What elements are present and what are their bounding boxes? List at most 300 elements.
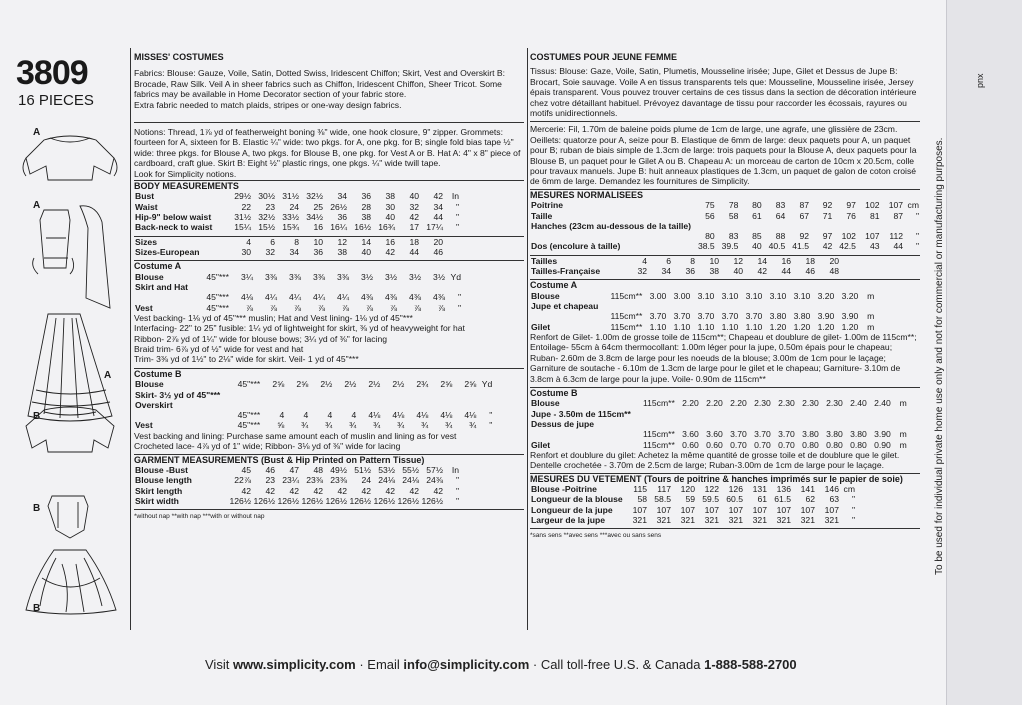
cell-value: 92 bbox=[799, 231, 810, 242]
cell-value: 51½ bbox=[354, 464, 371, 475]
cell-value bbox=[857, 221, 881, 231]
cell-value bbox=[833, 221, 857, 231]
cell-value: 42 bbox=[385, 485, 395, 496]
cell-value: 3.10 bbox=[769, 290, 787, 301]
row-label: Blouse bbox=[531, 398, 560, 409]
cell-value: 146 bbox=[824, 484, 839, 495]
fabric-width bbox=[632, 409, 676, 419]
cell-value: 126½ bbox=[301, 495, 323, 506]
cell-value: 88 bbox=[775, 231, 786, 242]
cell-value: 3.70 bbox=[778, 429, 795, 440]
cell-value: 32 bbox=[637, 266, 647, 277]
cell-value: 16¾ bbox=[378, 222, 395, 233]
cell-value: 23⅜ bbox=[330, 475, 347, 486]
fabric-width: 115cm** bbox=[610, 321, 643, 332]
view-label-a1: A bbox=[33, 127, 41, 138]
row-label: Blouse -Bust bbox=[135, 464, 188, 475]
cell-value bbox=[700, 419, 724, 429]
cell-value: 126½ bbox=[325, 495, 347, 506]
cell-value: 67 bbox=[799, 210, 810, 221]
table-row bbox=[530, 419, 908, 429]
sizes-table bbox=[134, 237, 444, 258]
cell-value: 2⅝ bbox=[440, 379, 453, 390]
cell-value: 34 bbox=[337, 191, 347, 202]
cell-value: 40 bbox=[752, 241, 762, 252]
row-label bbox=[530, 429, 632, 439]
unit: " bbox=[851, 504, 855, 515]
cell-value: 1.10 bbox=[745, 321, 763, 332]
unit: Yd bbox=[481, 379, 493, 390]
unit: " bbox=[455, 475, 459, 486]
row-label: Gilet bbox=[531, 439, 551, 450]
cell-value: ⅞ bbox=[413, 302, 421, 313]
cell-value: 112 bbox=[889, 231, 904, 242]
cell-value: 136 bbox=[776, 484, 791, 495]
cell-value: ⅞ bbox=[317, 302, 325, 313]
row-label: Dos (encolure à taille) bbox=[531, 241, 621, 252]
cell-value: 12 bbox=[733, 255, 743, 266]
cell-value: 32½ bbox=[306, 191, 323, 202]
table-row bbox=[530, 398, 908, 408]
english-column bbox=[134, 52, 524, 523]
unit bbox=[477, 390, 493, 400]
cell-value: 0.60 bbox=[682, 439, 699, 450]
table-row bbox=[530, 231, 920, 241]
table-row bbox=[530, 311, 875, 321]
cell-value: 42 bbox=[822, 241, 833, 252]
cell-value: 3⅜ bbox=[289, 271, 301, 282]
cell-value: 18 bbox=[409, 236, 419, 247]
cell-value: 30 bbox=[385, 201, 395, 212]
cell-value bbox=[285, 390, 309, 400]
cell-value: ⅞ bbox=[365, 302, 373, 313]
cell-value: 2.40 bbox=[850, 398, 867, 409]
cell-value: 10 bbox=[313, 236, 323, 247]
cell-value bbox=[739, 221, 762, 231]
cell-value: 44 bbox=[781, 266, 791, 277]
cell-value: ⅝ bbox=[277, 420, 285, 431]
cell-value: 22⅞ bbox=[234, 475, 251, 486]
cell-value: 32 bbox=[265, 246, 275, 257]
cell-value: 40 bbox=[733, 266, 743, 277]
unit bbox=[892, 409, 908, 419]
garment-line-drawings bbox=[14, 118, 126, 618]
unit: " bbox=[851, 494, 855, 505]
cell-value bbox=[333, 390, 357, 400]
unit: m bbox=[867, 311, 875, 322]
cell-value: 102 bbox=[865, 200, 880, 211]
row-label: Taille bbox=[531, 210, 553, 221]
row-label: Tailles-Française bbox=[531, 266, 601, 277]
cell-value: 3.60 bbox=[682, 429, 699, 440]
unit: " bbox=[489, 410, 493, 421]
cell-value: 80 bbox=[705, 231, 715, 242]
table-row bbox=[530, 494, 856, 504]
table-row bbox=[134, 282, 462, 292]
table-row bbox=[134, 191, 460, 201]
cell-value: 2.40 bbox=[874, 398, 891, 409]
unit bbox=[859, 301, 875, 311]
cell-value bbox=[724, 419, 748, 429]
cell-value: 42 bbox=[289, 485, 299, 496]
table-row bbox=[530, 484, 856, 494]
cell-value: 24 bbox=[361, 475, 371, 486]
cell-value: 6 bbox=[270, 236, 275, 247]
cell-value: 117 bbox=[657, 484, 671, 495]
unit: cm bbox=[907, 200, 919, 211]
unit: " bbox=[455, 495, 459, 506]
cell-value bbox=[261, 390, 285, 400]
cell-value: 56 bbox=[705, 210, 715, 221]
cell-value: 1.20 bbox=[769, 321, 787, 332]
footer-contact bbox=[205, 657, 797, 672]
cell-value: 61 bbox=[757, 494, 767, 505]
cell-value: 29½ bbox=[234, 191, 251, 202]
cell-value: 49½ bbox=[330, 464, 347, 475]
cell-value: 107 bbox=[632, 504, 647, 515]
cell-value: 3⅜ bbox=[337, 271, 349, 282]
cell-value: 14 bbox=[361, 236, 371, 247]
cell-value: 126½ bbox=[229, 495, 251, 506]
cell-value: ¾ bbox=[445, 420, 453, 431]
cell-value: 2⅝ bbox=[296, 379, 309, 390]
cell-value: ¾ bbox=[397, 420, 405, 431]
table-row bbox=[134, 303, 462, 313]
cell-value: 321 bbox=[632, 514, 647, 525]
table-row bbox=[134, 496, 460, 506]
english-title: MISSES' COSTUMES bbox=[134, 52, 224, 62]
row-label: Sizes-European bbox=[135, 246, 200, 257]
unit: m bbox=[899, 398, 907, 409]
note-line: Braid trim- 6⅞ yd of ½" wide for vest and hat bbox=[134, 344, 304, 355]
unit bbox=[892, 419, 908, 429]
cell-value: 4 bbox=[351, 410, 357, 421]
view-label-b2: B bbox=[33, 503, 41, 514]
cell-value: 60.5 bbox=[726, 494, 743, 505]
envelope-flap bbox=[946, 0, 1022, 705]
cell-value: 46 bbox=[433, 246, 443, 257]
cell-value: 22 bbox=[241, 201, 251, 212]
row-label: Longueur de la jupe bbox=[531, 504, 613, 515]
cell-value bbox=[453, 390, 477, 400]
unit: " bbox=[455, 222, 459, 233]
cell-value: 83 bbox=[775, 200, 786, 211]
cell-value: 97 bbox=[822, 231, 833, 242]
cell-value: 3½ bbox=[361, 271, 373, 282]
cell-value: 31½ bbox=[234, 212, 251, 223]
cell-value: 24 bbox=[289, 201, 299, 212]
notions-text: Notions: Thread, 1⅞ yd of featherweight boning ⅜" wide, one hook closure, 9" zipper. Grommets: fourteen for A, sixteen for B. Elastic ¼" wide: two pkgs. for A, one pkg. for B; single fold bias tape ½" wide: three pkgs. for Blouse A, two pkgs. for Blouse B, one pkg. for Vest A or B. Hat A: 4" x 8" piece of cardboard, craft glue. Skirt B: Eight ½" plastic rings, one pkgs. ¼" wide twill tape. bbox=[134, 127, 521, 169]
row-label: Skirt width bbox=[135, 495, 179, 506]
table-row bbox=[134, 247, 444, 257]
cell-value: 4⅛ bbox=[368, 410, 381, 421]
cell-value: 23 bbox=[265, 475, 275, 486]
cell-value: 4⅜ bbox=[361, 292, 373, 303]
costume-b-notes bbox=[134, 431, 524, 452]
cell-value: 321 bbox=[656, 514, 671, 525]
mesures-normalisees-title: MESURES NORMALISEES bbox=[530, 189, 644, 200]
note-line: Interfacing- 22" to 25" fusible: 1¼ yd of lightweight for skirt, ⅜ yd of heavyweight for hat bbox=[134, 323, 465, 334]
cell-value: 321 bbox=[704, 514, 719, 525]
cell-value: 40 bbox=[409, 191, 419, 202]
cell-value: 8 bbox=[294, 236, 299, 247]
cell-value: 4 bbox=[303, 410, 309, 421]
cell-value: 4⅛ bbox=[440, 410, 453, 421]
table-row bbox=[530, 200, 920, 210]
cell-value bbox=[748, 419, 772, 429]
cell-value bbox=[692, 221, 716, 231]
table-row bbox=[530, 409, 908, 419]
cell-value: ¾ bbox=[349, 420, 357, 431]
table-row bbox=[134, 237, 444, 247]
cell-value: 59.5 bbox=[702, 494, 719, 505]
cell-value: 2.30 bbox=[826, 398, 843, 409]
cell-value bbox=[667, 301, 691, 311]
fabric-width: 45"*** bbox=[206, 271, 229, 282]
cell-value: 2¾ bbox=[416, 379, 429, 390]
cell-value: 122 bbox=[704, 484, 719, 495]
cell-value: 3.70 bbox=[754, 429, 771, 440]
cell-value bbox=[333, 400, 357, 410]
table-row bbox=[134, 390, 493, 400]
cell-value: 48 bbox=[313, 464, 323, 475]
cell-value bbox=[309, 400, 333, 410]
note-line: Vest backing and lining: Purchase same amount each of muslin and lining as for vest bbox=[134, 430, 457, 441]
cell-value: 34 bbox=[289, 246, 299, 257]
mesures-du-vetement-title: MESURES DU VETEMENT (Tours de poitrine & hanches imprimés sur le papier de soie) bbox=[530, 473, 903, 484]
cell-value: 131 bbox=[752, 484, 767, 495]
footer-phone: 1-888-588-2700 bbox=[704, 657, 797, 672]
cell-value: 34 bbox=[661, 266, 671, 277]
cell-value: 42 bbox=[385, 246, 395, 257]
row-label: Tailles bbox=[531, 255, 558, 266]
body-measurements-table bbox=[134, 191, 460, 232]
fabric-width: 45"*** bbox=[237, 420, 261, 431]
cell-value: 4¼ bbox=[337, 292, 349, 303]
row-label bbox=[530, 231, 692, 241]
cell-value: 141 bbox=[800, 484, 815, 495]
cell-value: 102 bbox=[841, 231, 856, 242]
fabric-width: 115cm** bbox=[610, 290, 643, 301]
costume-a-yardage-table bbox=[134, 272, 462, 313]
cell-value: 2½ bbox=[368, 379, 381, 390]
fr-costume-a-label: Costume A bbox=[530, 280, 578, 291]
cell-value: 4⅜ bbox=[409, 292, 421, 303]
fabric-width bbox=[599, 301, 643, 311]
cell-value: 40 bbox=[361, 246, 371, 257]
unit: " bbox=[457, 302, 461, 313]
cell-value: 58.5 bbox=[654, 494, 671, 505]
cell-value: 71 bbox=[822, 210, 833, 221]
cell-value bbox=[881, 221, 905, 231]
cell-value bbox=[844, 419, 868, 429]
fabrics-text: Fabrics: Blouse: Gauze, Voile, Satin, Dotted Swiss, Iridescent Chiffon; Skirt, Vest and Overskirt B: Brocade, Raw Silk. Veil A in sheer fabrics such as Chiffon, Iridescent Chiffon, Sheer Tricot. Some fabrics may be available in Home Decorator section of your fabric store. bbox=[134, 68, 505, 100]
cell-value bbox=[261, 400, 285, 410]
fr-costume-b-label: Costume B bbox=[530, 387, 578, 398]
pattern-number: 3809 bbox=[16, 54, 88, 92]
cell-value: 32 bbox=[409, 201, 419, 212]
cell-value: 321 bbox=[728, 514, 743, 525]
cell-value: 38.5 bbox=[697, 241, 715, 252]
cell-value: 1.10 bbox=[673, 321, 691, 332]
table-row bbox=[530, 322, 875, 332]
cell-value bbox=[835, 301, 859, 311]
english-legend: *without nap **with nap ***with or without nap bbox=[134, 509, 524, 522]
cell-value: 36 bbox=[685, 266, 695, 277]
cell-value bbox=[763, 221, 787, 231]
row-label: Hanches (23cm au-dessous de la taille) bbox=[531, 220, 691, 231]
unit bbox=[446, 282, 462, 292]
cell-value: 3.70 bbox=[697, 311, 715, 322]
cell-value: 43 bbox=[869, 241, 880, 252]
cell-value: 33½ bbox=[282, 212, 299, 223]
fr-costume-b-metrage-table bbox=[530, 398, 908, 449]
cell-value bbox=[309, 390, 333, 400]
cell-value: 4⅛ bbox=[392, 410, 405, 421]
cell-value: 30½ bbox=[258, 191, 275, 202]
cell-value: 20 bbox=[829, 255, 839, 266]
row-label: Longueur de la blouse bbox=[531, 494, 623, 505]
table-row bbox=[530, 291, 875, 301]
cell-value: 83 bbox=[728, 231, 739, 242]
row-label bbox=[134, 292, 190, 302]
cell-value bbox=[724, 409, 748, 419]
cell-value: 2.30 bbox=[778, 398, 795, 409]
cell-value: 3½ bbox=[385, 271, 397, 282]
cell-value: 38 bbox=[709, 266, 719, 277]
cell-value bbox=[398, 282, 422, 292]
cell-value: 4¼ bbox=[313, 292, 325, 303]
cell-value: 126 bbox=[728, 484, 743, 495]
cell-value: 2.20 bbox=[706, 398, 723, 409]
row-label: Gilet bbox=[531, 321, 551, 332]
cell-value: 3¼ bbox=[241, 271, 253, 282]
unit bbox=[904, 221, 920, 231]
fr-costume-b-notes: Renfort et doublure du gilet: Achetez la même quantité de grosse toile et de doublure que le gilet. Dentelle crochetée - 3.70m de 2.5cm de large; Ruban-3.00m de 1cm de large pour le laçage. bbox=[530, 449, 900, 471]
cell-value: 0.70 bbox=[730, 439, 747, 450]
pieces-count: 16 PIECES bbox=[18, 92, 94, 109]
row-label: Vest bbox=[135, 302, 153, 313]
cell-value: 3.10 bbox=[721, 290, 739, 301]
unit bbox=[477, 400, 493, 410]
unit: m bbox=[867, 321, 875, 332]
cell-value: 107 bbox=[776, 504, 791, 515]
cell-value: 10 bbox=[709, 255, 719, 266]
cell-value bbox=[748, 409, 772, 419]
cell-value: 3.00 bbox=[649, 290, 667, 301]
cell-value: 34½ bbox=[306, 212, 323, 223]
cell-value: 40.5 bbox=[768, 241, 786, 252]
row-label: Waist bbox=[135, 201, 158, 212]
row-label: Skirt and Hat bbox=[135, 281, 189, 292]
fabric-width: 45"*** bbox=[237, 410, 261, 421]
costume-b-yardage-table bbox=[134, 379, 493, 430]
unit: " bbox=[915, 241, 919, 252]
cell-value: 38 bbox=[361, 212, 371, 223]
french-column bbox=[530, 52, 920, 542]
cell-value: 3.20 bbox=[841, 290, 859, 301]
cell-value: 42 bbox=[433, 191, 443, 202]
cell-value: 75 bbox=[705, 200, 715, 211]
table-row bbox=[134, 400, 493, 410]
fabric-width: 45"*** bbox=[206, 292, 229, 303]
unit: " bbox=[455, 485, 459, 496]
view-label-a3: A bbox=[104, 370, 112, 381]
row-label: Blouse -Poitrine bbox=[531, 484, 597, 495]
mesures-normalisees-table bbox=[530, 200, 920, 251]
unit: In bbox=[451, 464, 459, 475]
cell-value: 107 bbox=[680, 504, 695, 515]
cell-value: 44 bbox=[893, 241, 904, 252]
cell-value bbox=[811, 301, 835, 311]
cell-value: 126½ bbox=[373, 495, 395, 506]
row-label: Jupe - 3.50m de 115cm** bbox=[531, 408, 631, 419]
cell-value: ⅞ bbox=[245, 302, 253, 313]
table-row bbox=[134, 222, 460, 232]
costume-a-label: Costume A bbox=[134, 261, 182, 272]
cell-value: 24⅛ bbox=[378, 475, 395, 486]
cell-value: 26½ bbox=[330, 201, 347, 212]
cell-value: 31½ bbox=[282, 191, 299, 202]
garment-measurements-table bbox=[134, 465, 460, 506]
fabric-width bbox=[632, 419, 676, 429]
cell-value: 55½ bbox=[402, 464, 419, 475]
cell-value bbox=[429, 390, 453, 400]
cell-value bbox=[405, 400, 429, 410]
table-row bbox=[530, 429, 908, 439]
note-line: Vest backing- 1⅛ yd of 45"*** muslin; Hat and Vest lining- 1⅛ yd of 45"*** bbox=[134, 312, 413, 323]
cell-value: 1.10 bbox=[721, 321, 739, 332]
cell-value: 0.60 bbox=[706, 439, 723, 450]
cell-value: 81 bbox=[869, 210, 880, 221]
cell-value bbox=[868, 409, 892, 419]
cell-value: 87 bbox=[799, 200, 810, 211]
cell-value: ⅞ bbox=[341, 302, 349, 313]
cell-value: ¾ bbox=[421, 420, 429, 431]
cell-value: 2.30 bbox=[754, 398, 771, 409]
fabric-width: 115cm** bbox=[642, 439, 675, 450]
cell-value: 42 bbox=[409, 485, 419, 496]
unit: " bbox=[915, 231, 919, 242]
table-row bbox=[530, 221, 920, 231]
cell-value: 3.70 bbox=[730, 429, 747, 440]
cell-value bbox=[691, 301, 715, 311]
cell-value: ⅞ bbox=[389, 302, 397, 313]
cell-value: 3.60 bbox=[706, 429, 723, 440]
cell-value: 126½ bbox=[397, 495, 419, 506]
cell-value: 61.5 bbox=[774, 494, 791, 505]
cell-value: 42.5 bbox=[839, 241, 856, 252]
cell-value bbox=[796, 419, 820, 429]
view-label-b3: B bbox=[33, 603, 41, 614]
footer-website-link[interactable]: www.simplicity.com bbox=[232, 657, 356, 672]
cell-value: 53½ bbox=[378, 464, 395, 475]
cell-value bbox=[357, 400, 381, 410]
unit: " bbox=[455, 212, 459, 223]
cell-value: 44 bbox=[433, 212, 443, 223]
cell-value bbox=[796, 409, 820, 419]
table-row bbox=[530, 440, 908, 450]
fabric-width bbox=[221, 400, 261, 410]
cell-value: 15½ bbox=[258, 222, 275, 233]
cell-value bbox=[844, 409, 868, 419]
cell-value bbox=[739, 301, 763, 311]
row-label: Sizes bbox=[135, 236, 157, 247]
footer-email-link[interactable]: info@simplicity.com bbox=[403, 657, 530, 672]
cell-value: 3.10 bbox=[697, 290, 715, 301]
cell-value bbox=[230, 282, 254, 292]
cell-value: 42 bbox=[757, 266, 767, 277]
